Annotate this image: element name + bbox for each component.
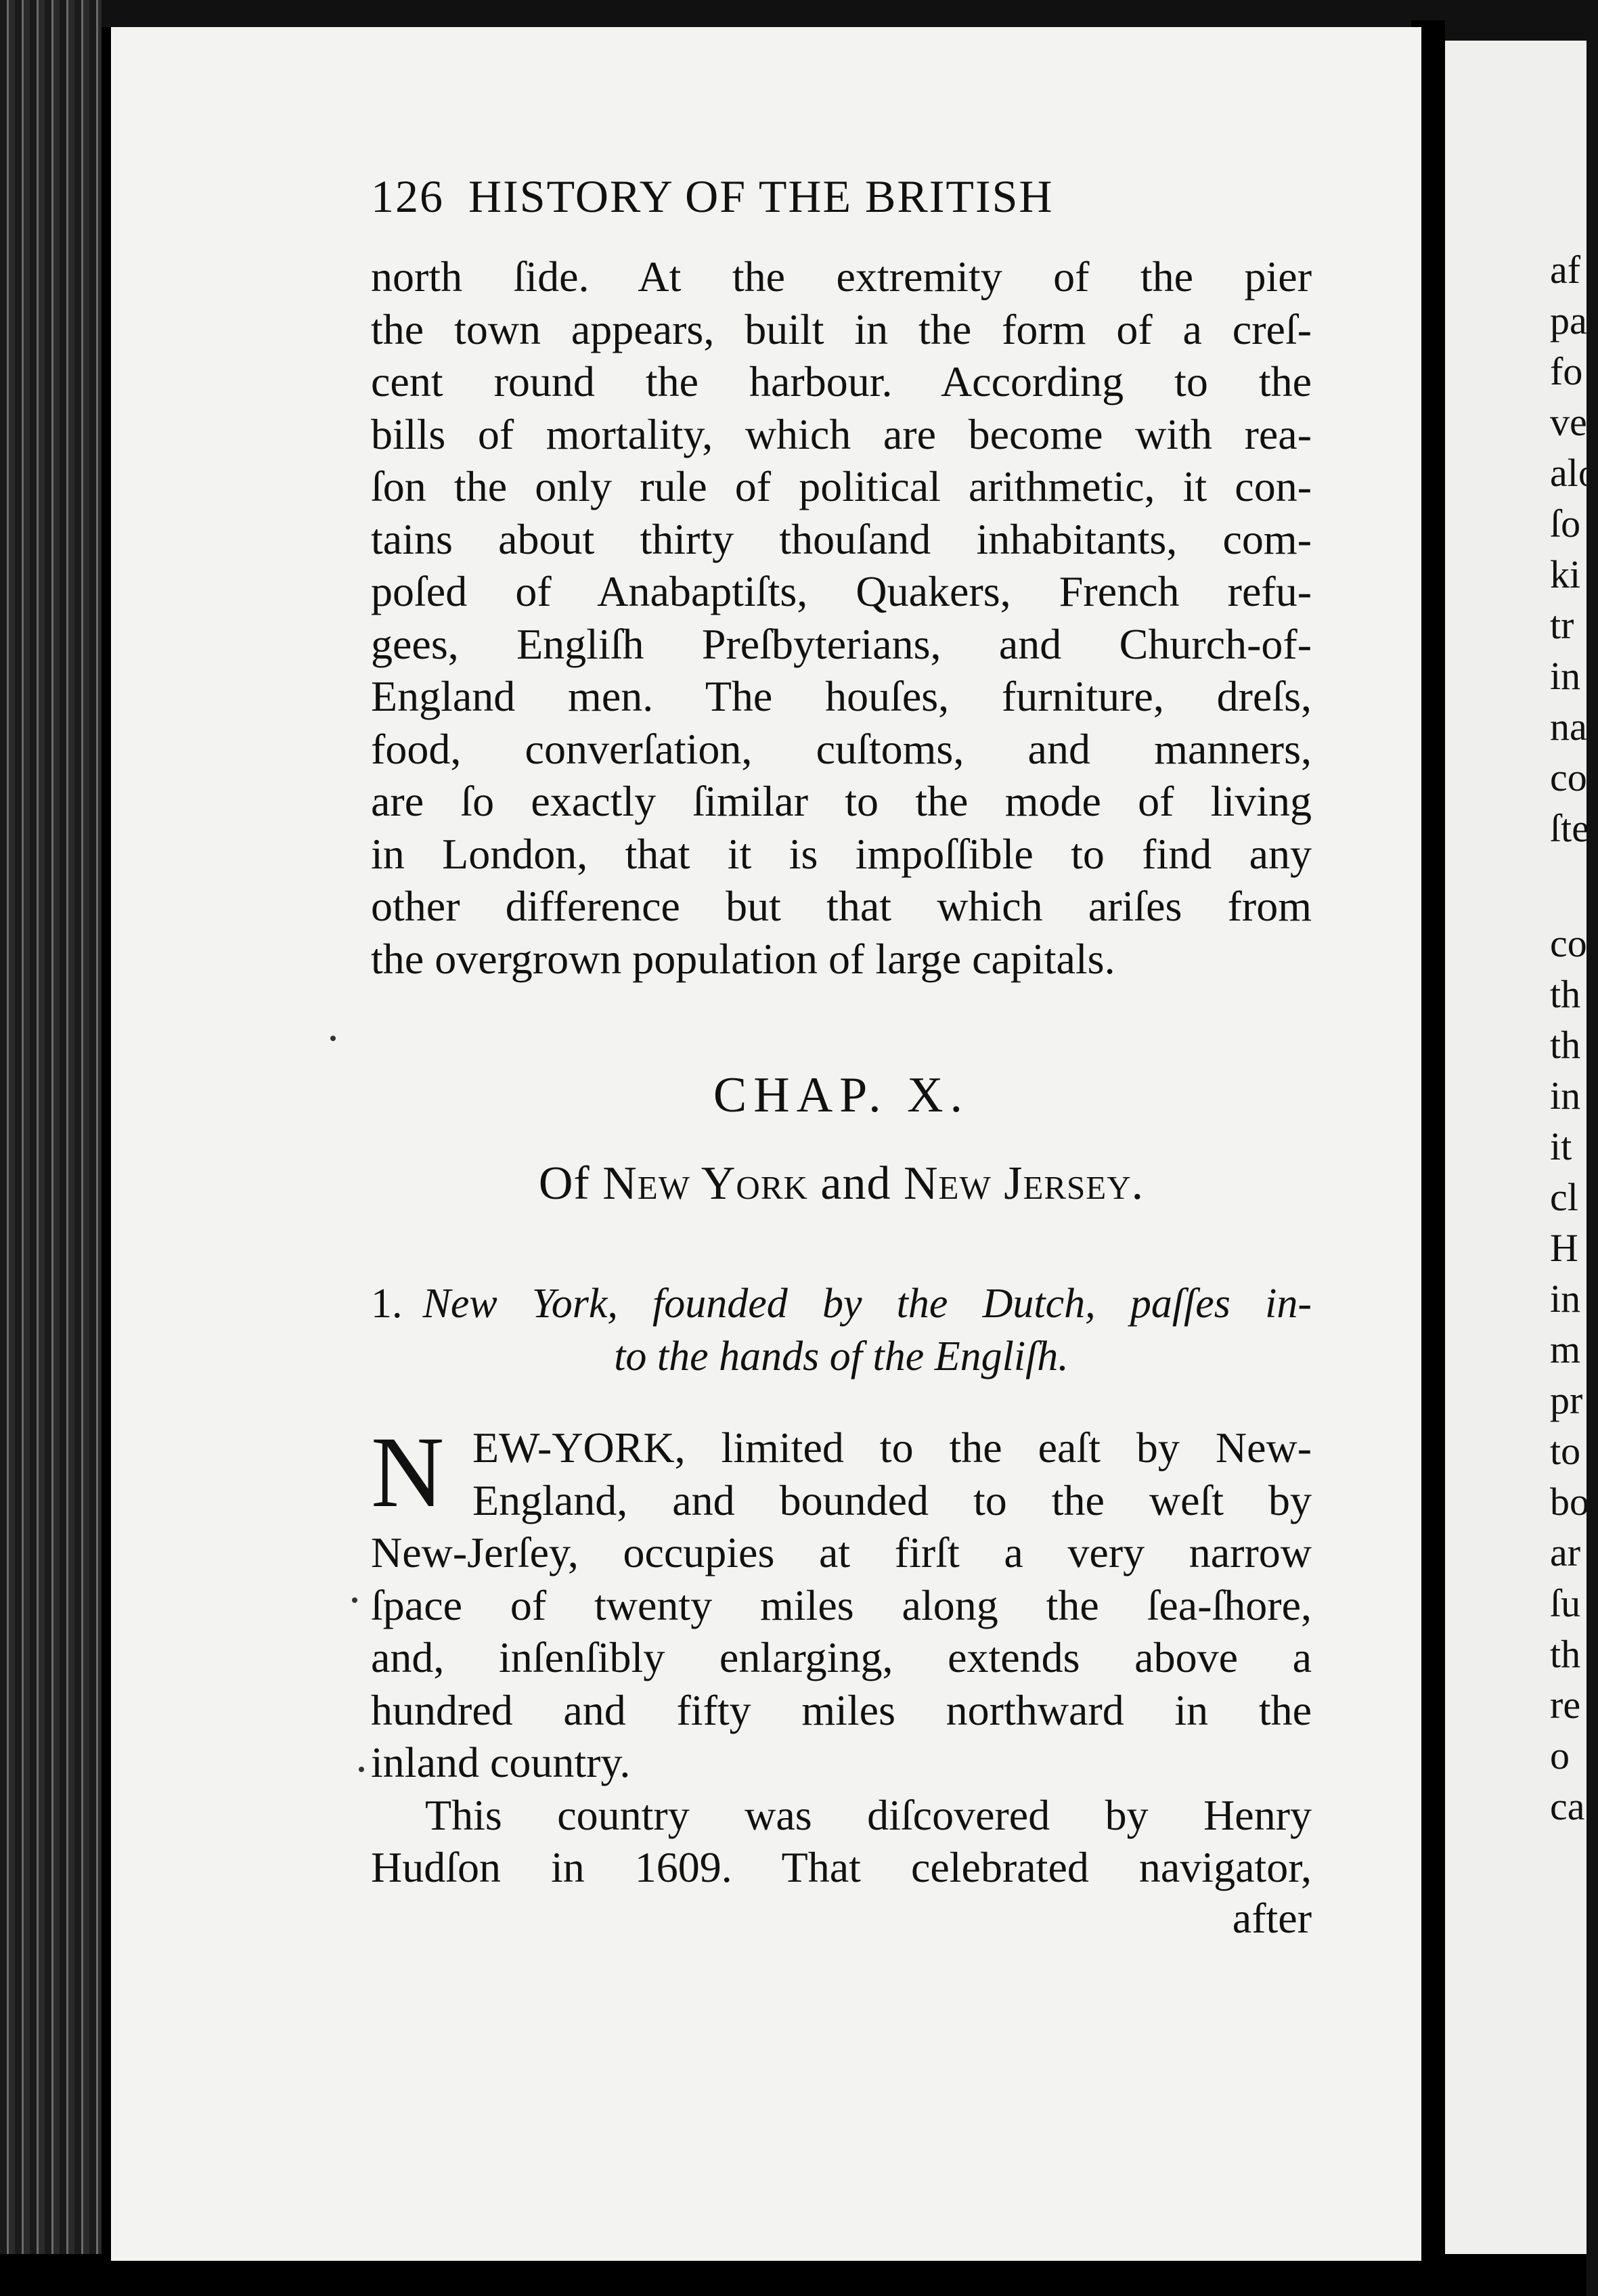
text-line: cent round the harbour. According to the [371, 357, 1312, 405]
facing-fragment: th [1550, 1023, 1581, 1067]
facing-fragment: co [1550, 755, 1587, 799]
paragraph-continued [371, 250, 1312, 985]
facing-fragment: fo [1550, 349, 1583, 393]
chapter-title-new-jersey: New Jersey. [903, 1157, 1145, 1210]
facing-fragment: co [1550, 921, 1587, 965]
facing-fragment: bo [1550, 1480, 1589, 1524]
facing-fragment: th [1550, 972, 1581, 1016]
text-line: bills of mortality, which are become with rea- [371, 410, 1312, 458]
text-line: Hudſon in 1609. That celebrated navigator, [371, 1843, 1312, 1891]
text-line: ſon the only rule of political arithmetic, it con- [371, 462, 1312, 510]
facing-fragment: m [1550, 1327, 1581, 1371]
facing-fragment: ar [1550, 1530, 1581, 1574]
text-line: poſed of Anabaptiſts, Quakers, French refu- [371, 567, 1312, 615]
facing-fragment: ſu [1550, 1581, 1581, 1625]
text-line: the overgrown population of large capitals. [371, 934, 1115, 983]
text-line: England men. The houſes, furniture, dreſs, [371, 672, 1312, 720]
facing-fragment: cl [1550, 1175, 1578, 1219]
facing-fragment: na [1550, 705, 1587, 749]
facing-fragment: in [1550, 1074, 1581, 1118]
facing-fragment: ca [1550, 1784, 1585, 1828]
facing-fragment: af [1550, 248, 1581, 292]
text-line: and, inſenſibly enlarging, extends above a [371, 1633, 1312, 1681]
text-line: EW-YORK, limited to the eaſt by New- [472, 1423, 1312, 1472]
facing-fragment: H [1550, 1226, 1578, 1270]
facing-fragment: re [1550, 1683, 1581, 1727]
text-line: ſpace of twenty miles along the ſea-ſhore, [371, 1581, 1312, 1629]
facing-fragment: tr [1550, 603, 1574, 647]
text-line: This country was diſcovered by Henry [425, 1790, 1312, 1839]
facing-fragment: pr [1550, 1378, 1583, 1422]
running-header [371, 171, 1312, 223]
text-line: food, converſation, cuſtoms, and manners, [371, 724, 1312, 773]
facing-fragment: alo [1550, 451, 1598, 495]
text-line: other difference but that which ariſes from [371, 882, 1312, 930]
facing-fragment: th [1550, 1632, 1581, 1676]
chapter-heading: CHAP. X. [713, 1067, 970, 1123]
facing-fragment: pa [1550, 299, 1587, 343]
facing-fragment: in [1550, 1277, 1581, 1321]
facing-fragment: ſte [1550, 806, 1589, 850]
facing-fragment: to [1550, 1429, 1581, 1473]
text-line: New-Jerſey, occupies at firſt a very narrow [371, 1528, 1312, 1576]
ink-speck [330, 1036, 336, 1041]
text-line: tains about thirty thouſand inhabitants, com- [371, 514, 1312, 563]
facing-fragment: in [1550, 654, 1581, 698]
section-title-line1: New York, founded by the Dutch, paſſes in- [422, 1281, 1312, 1327]
text-line: hundred and fifty miles northward in the [371, 1685, 1312, 1734]
section-number: 1. [371, 1281, 403, 1327]
running-title: HISTORY OF THE BRITISH [468, 171, 1054, 222]
book-spine-edge [0, 0, 102, 2296]
chapter-title-of: Of [538, 1157, 590, 1210]
section-title-line2: to the hands of the Engliſh. [614, 1333, 1069, 1379]
section-heading [371, 1278, 1312, 1383]
ink-speck [359, 1767, 364, 1772]
text-line: inland country. [371, 1738, 631, 1786]
chapter-title [371, 1157, 1312, 1210]
text-line: gees, Engliſh Preſbyterians, and Church-of- [371, 619, 1312, 668]
text-line: England, and bounded to the weſt by [472, 1476, 1312, 1524]
page-number: 126 [371, 171, 444, 222]
text-line: in London, that it is impoſſible to find any [371, 829, 1312, 878]
facing-fragment: o [1550, 1734, 1570, 1778]
facing-fragment: ſo [1550, 502, 1581, 546]
facing-fragment: it [1550, 1124, 1572, 1168]
catchword: after [1232, 1894, 1312, 1942]
chapter-title-and: and [820, 1157, 891, 1210]
text-line: are ſo exactly ſimilar to the mode of living [371, 777, 1312, 825]
ink-speck [352, 1597, 357, 1603]
text-line: the town appears, built in the form of a creſ- [371, 305, 1312, 353]
text-line: north ſide. At the extremity of the pier [371, 252, 1312, 301]
facing-fragment: ve [1550, 400, 1587, 444]
paragraph-new-york [371, 1416, 1312, 1894]
chapter-title-new-york: New York [602, 1157, 808, 1210]
facing-fragment: ki [1550, 552, 1581, 596]
drop-cap: N [371, 1416, 445, 1528]
